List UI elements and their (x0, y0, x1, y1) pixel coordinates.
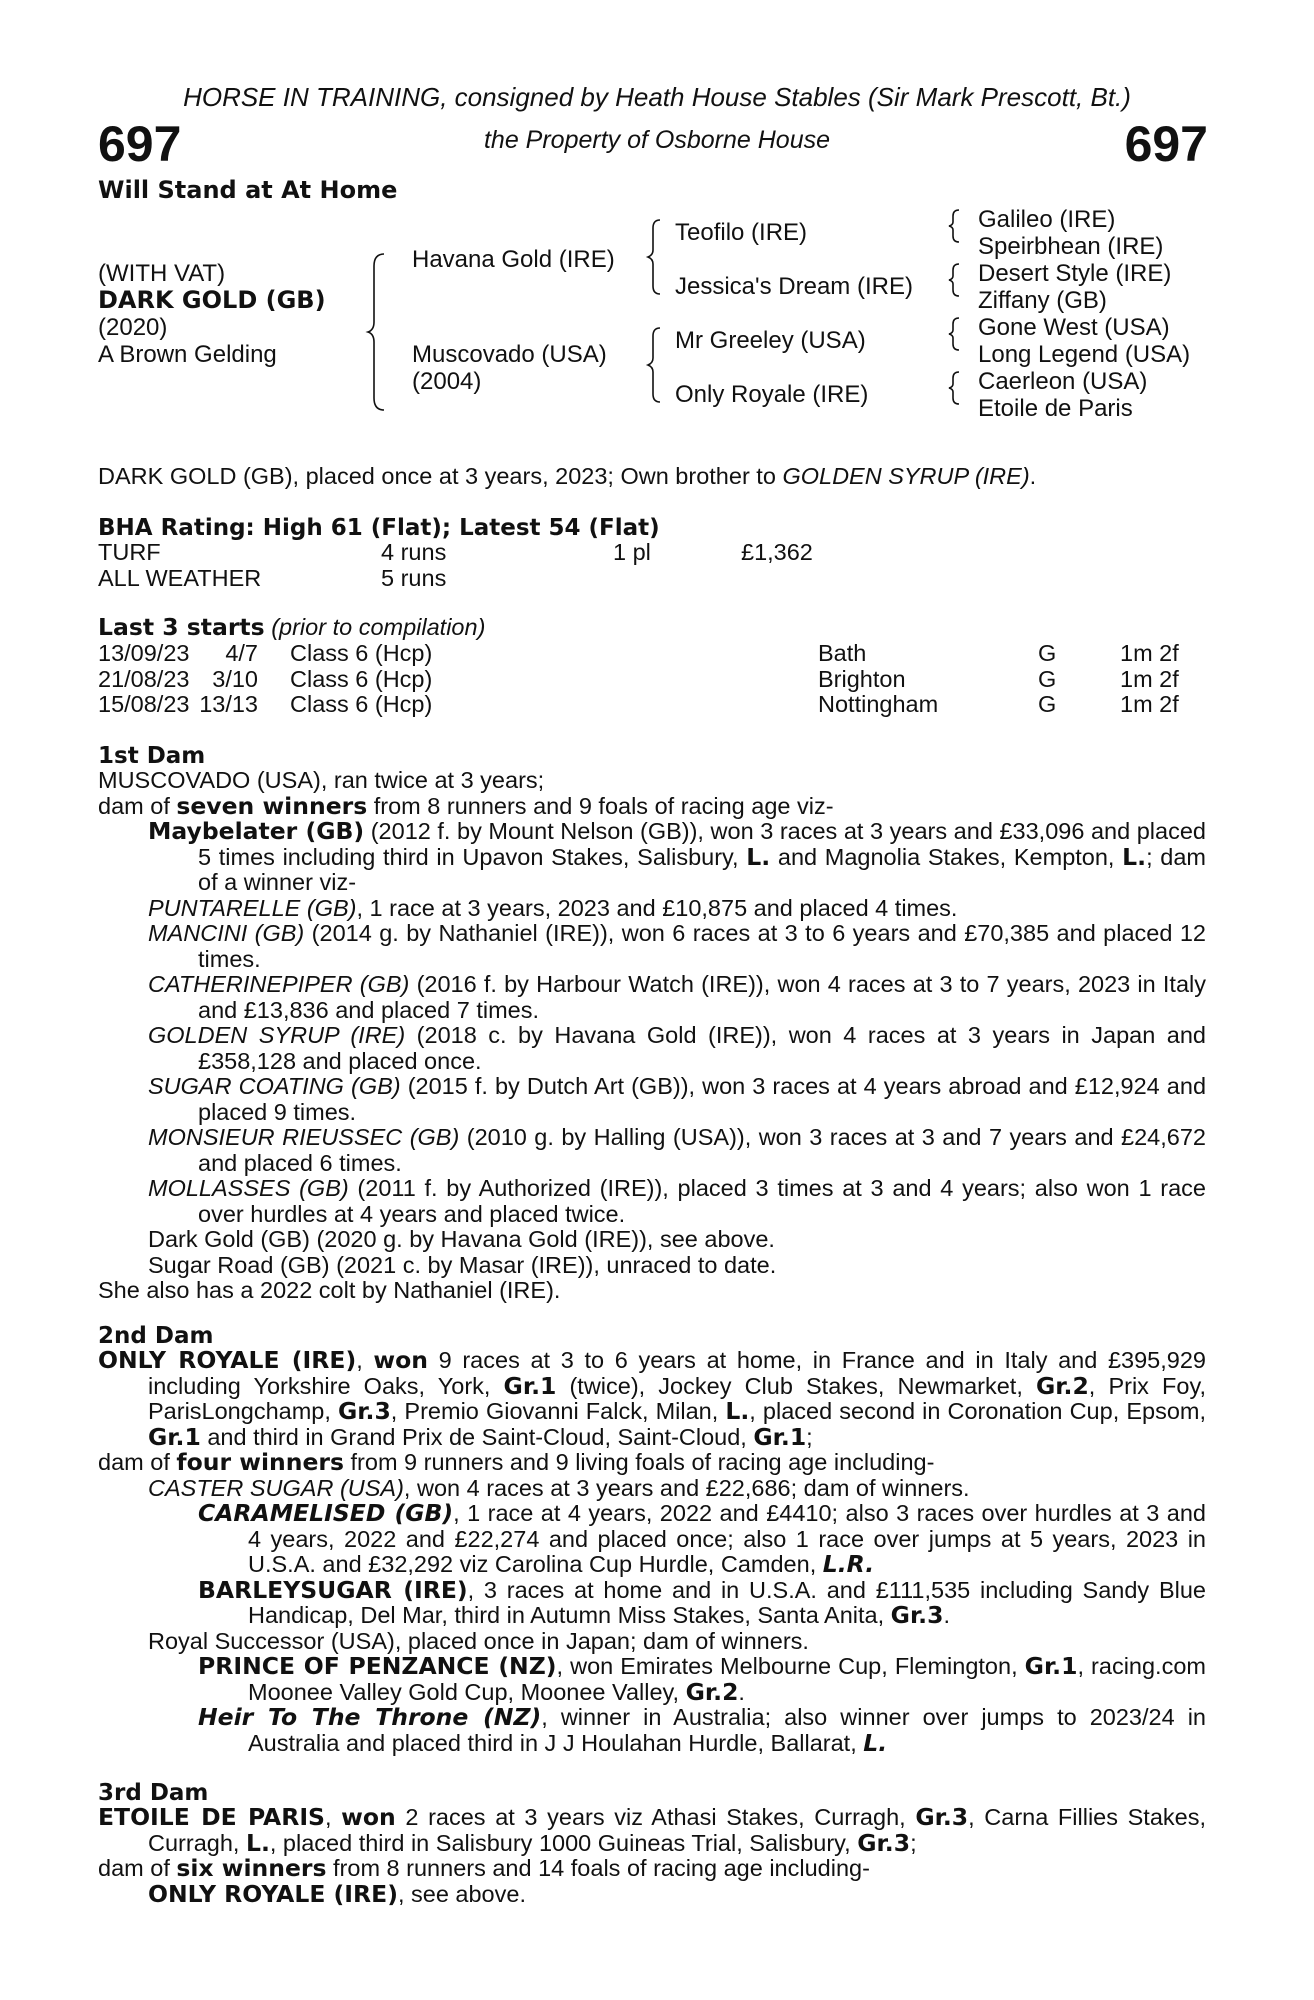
ancestor-3: Desert Style (IRE) (978, 260, 1172, 287)
catalogue-header: HORSE IN TRAINING, consigned by Heath House Stables (Sir Mark Prescott, Bt.) (183, 82, 1131, 112)
brother-name: GOLDEN SYRUP (IRE) (782, 463, 1030, 489)
first-dam-heading: 1st Dam (98, 743, 206, 769)
produce-entry: Royal Successor (USA), placed once in Japan; dam of winners. (148, 1627, 809, 1654)
horse-year: (2020) (98, 314, 168, 341)
bha-rating: BHA Rating: High 61 (Flat); Latest 54 (Flat) (98, 515, 660, 541)
start-row: 21/08/23 3/10 Class 6 (Hcp) Brighton G 1m 2f (98, 665, 1179, 692)
produce-note: She also has a 2022 colt by Nathaniel (IRE). (98, 1277, 561, 1303)
start-row: 15/08/23 13/13 Class 6 (Hcp) Nottingham G 1m 2f (98, 691, 1179, 717)
sire-dam: Jessica's Dream (IRE) (675, 273, 913, 300)
produce-entry: Sugar Road (GB) (2021 c. by Masar (IRE)), unraced to date. (148, 1251, 777, 1278)
vat-note: (WITH VAT) (98, 260, 226, 287)
last-starts-table (98, 641, 1218, 718)
produce-entry: CATHERINEPIPER (GB) (2016 f. by Harbour Watch (IRE)), won 4 races at 3 to 7 years, 2023 in Italy and £13,836 and placed 7 times. (148, 971, 1207, 1023)
first-dam-intro: MUSCOVADO (USA), ran twice at 3 years; (98, 767, 545, 793)
produce-entry: Heir To The Throne (NZ), winner in Australia; also winner over jumps to 2023/24 in Australia and placed third in J J Houlahan Hurdle, Ballarat, L. (198, 1703, 1206, 1757)
pedigree-bracket-g2 (948, 262, 964, 298)
lot-number-left: 697 (98, 116, 182, 172)
ancestor-8: Etoile de Paris (978, 395, 1133, 422)
ancestor-5: Gone West (USA) (978, 314, 1170, 341)
third-dam-heading: 3rd Dam (98, 1780, 209, 1806)
dam-sire: Mr Greeley (USA) (675, 327, 866, 354)
lot-number-right: 697 (1124, 116, 1208, 172)
sire-sire: Teofilo (IRE) (675, 219, 808, 246)
pedigree-bracket-sire (648, 218, 668, 296)
produce-entry: Maybelater (GB) (2012 f. by Mount Nelson (GB)), won 3 races at 3 years and £33,096 and placed 5 times including third in Upavon Stakes, Salisbury, L. and Magnolia Stakes, Kempton, L.; dam of a winner viz- (148, 817, 1206, 895)
produce-entry: ONLY ROYALE (IRE), see above. (148, 1879, 526, 1908)
produce-entry: PRINCE OF PENZANCE (NZ), won Emirates Melbourne Cup, Flemington, Gr.1, racing.com Moonee Valley Gold Cup, Moonee Valley, Gr.2. (198, 1652, 1206, 1706)
horse-description: A Brown Gelding (98, 341, 277, 368)
pedigree-bracket-dam (648, 326, 668, 404)
dam: Muscovado (USA) (412, 341, 607, 368)
ancestor-4: Ziffany (GB) (978, 287, 1107, 314)
stand-note: Will Stand at At Home (98, 176, 398, 204)
summary-line: DARK GOLD (GB), placed once at 3 years, 2023; Own brother to GOLDEN SYRUP (IRE). (98, 463, 1037, 489)
second-dam-block: ONLY ROYALE (IRE), won 9 races at 3 to 6 years at home, in France and in Italy and £395,929 including Yorkshire Oaks, York, Gr.1 (twice), Jockey Club Stakes, Newmarket, Gr.2, Prix Foy, ParisLongchamp, Gr.3, Premio Giovanni Falck, Milan, L., placed second in Coronation Cup, Epsom, Gr.1 and third in Grand Prix de Saint-Cloud, Saint-Cloud, Gr.1; dam of four winners from 9 runners and 9 living foals of racing age including- CASTER SUGAR (USA), won 4 races at 3 years and £22,686; dam of winners. CARAMELISED (GB), 1 race at 4 years, 2022 and £4410; also 3 races over hurdles at 3 and 4 years, 2022 and £22,274 and placed once; also 1 race over jumps at 5 years, 2023 in U.S.A. and £32,292 viz Carolina Cup Hurdle, Camden, L.R. BARLEYSUGAR (IRE), 3 races at home and in U.S.A. and £111,535 including Sandy Blue Handicap, Del Mar, third in Autumn Miss Stakes, Santa Anita, Gr.3. Royal Successor (USA), placed once in Japan; dam of winners. PRINCE OF PENZANCE (NZ), won Emirates Melbourne Cup, Flemington, Gr.1, racing.com Moonee Valley Gold Cup, Moonee Valley, Gr.2. Heir To The Throne (NZ), winner in Australia; also winner over jumps to 2023/24 in Australia and placed third in J J Houlahan Hurdle, Ballarat, L. (98, 1346, 1206, 1757)
pedigree-bracket-main (370, 252, 390, 412)
produce-entry: SUGAR COATING (GB) (2015 f. by Dutch Art (GB)), won 3 races at 4 years abroad and £12,924 and placed 9 times. (148, 1073, 1207, 1125)
produce-entry: CASTER SUGAR (USA), won 4 races at 3 years and £22,686; dam of winners. (148, 1474, 970, 1501)
produce-entry: MANCINI (GB) (2014 g. by Nathaniel (IRE)), won 6 races at 3 to 6 years and £70,385 and placed 12 times. (148, 920, 1206, 972)
sire: Havana Gold (IRE) (412, 246, 615, 273)
ancestor-7: Caerleon (USA) (978, 368, 1148, 395)
last-starts-title: Last 3 starts (prior to compilation) (98, 613, 486, 641)
horse-name: DARK GOLD (GB) (98, 286, 326, 314)
produce-entry: MOLLASSES (GB) (2011 f. by Authorized (IRE)), placed 3 times at 3 and 4 years; also won 1 race over hurdles at 4 years and placed twice. (148, 1175, 1206, 1227)
produce-entry: MONSIEUR RIEUSSEC (GB) (2010 g. by Halling (USA)), won 3 races at 3 and 7 years and £24,672 and placed 6 times. (148, 1124, 1206, 1176)
first-dam-block: MUSCOVADO (USA), ran twice at 3 years; dam of seven winners from 8 runners and 9 foals of racing age viz- Maybelater (GB) (2012 f. by Mount Nelson (GB)), won 3 races at 3 years and £33,096 and placed 5 times including third in Upavon Stakes, Salisbury, L. and Magnolia Stakes, Kempton, L.; dam of a winner viz- PUNTARELLE (GB), 1 race at 3 years, 2023 and £10,875 and placed 4 times. MANCINI (GB) (2014 g. by Nathaniel (IRE)), won 6 races at 3 to 6 years and £70,385 and placed 12 times. CATHERINEPIPER (GB) (2016 f. by Harbour Watch (IRE)), won 4 races at 3 to 7 years, 2023 in Italy and £13,836 and placed 7 times. GOLDEN SYRUP (IRE) (2018 c. by Havana Gold (IRE)), won 4 races at 3 years in Japan and £358,128 and placed once. SUGAR COATING (GB) (2015 f. by Dutch Art (GB)), won 3 races at 4 years abroad and £12,924 and placed 9 times. MONSIEUR RIEUSSEC (GB) (2010 g. by Halling (USA)), won 3 races at 3 and 7 years and £24,672 and placed 6 times. MOLLASSES (GB) (2011 f. by Authorized (IRE)), placed 3 times at 3 and 4 years; also won 1 race over hurdles at 4 years and placed twice. Dark Gold (GB) (2020 g. by Havana Gold (IRE)), see above. Sugar Road (GB) (2021 c. by Masar (IRE)), unraced to date. She also has a 2022 colt by Nathaniel (IRE). (98, 767, 1207, 1303)
pedigree-bracket-g3 (948, 316, 964, 352)
produce-entry: CARAMELISED (GB), 1 race at 4 years, 2022 and £4410; also 3 races over hurdles at 3 and 4 years, 2022 and £22,274 and placed once; also 1 race over jumps at 5 years, 2023 in U.S.A. and £32,292 viz Carolina Cup Hurdle, Camden, L.R. (198, 1499, 1206, 1578)
rating-row-turf: TURF 4 runs 1 pl £1,362 (98, 539, 813, 565)
rating-table (98, 540, 1218, 591)
produce-entry: GOLDEN SYRUP (IRE) (2018 c. by Havana Gold (IRE)), won 4 races at 3 years in Japan and £358,128 and placed once. (148, 1022, 1206, 1074)
pedigree-bracket-g4 (948, 370, 964, 406)
dam-dam: Only Royale (IRE) (675, 381, 869, 408)
second-dam-heading: 2nd Dam (98, 1323, 214, 1349)
start-row: 13/09/23 4/7 Class 6 (Hcp) Bath G 1m 2f (98, 640, 1179, 666)
dam-year: (2004) (412, 368, 482, 395)
third-dam-block: ETOILE DE PARIS, won 2 races at 3 years viz Athasi Stakes, Curragh, Gr.3, Carna Fillies Stakes, Curragh, L., placed third in Salisbury 1000 Guineas Trial, Salisbury, Gr.3; dam of six winners from 8 runners and 14 foals of racing age including- ONLY ROYALE (IRE), see above. (98, 1803, 1206, 1908)
rating-row-aw: ALL WEATHER 5 runs (98, 564, 447, 591)
produce-entry: PUNTARELLE (GB), 1 race at 3 years, 2023 and £10,875 and placed 4 times. (148, 894, 958, 921)
ancestor-2: Speirbhean (IRE) (978, 233, 1164, 260)
ancestor-6: Long Legend (USA) (978, 341, 1191, 368)
pedigree-bracket-g1 (948, 208, 964, 244)
produce-entry: Dark Gold (GB) (2020 g. by Havana Gold (IRE)), see above. (148, 1226, 775, 1252)
property-line: the Property of Osborne House (483, 126, 831, 154)
produce-entry: BARLEYSUGAR (IRE), 3 races at home and in U.S.A. and £111,535 including Sandy Blue Handicap, Del Mar, third in Autumn Miss Stakes, Santa Anita, Gr.3. (198, 1575, 1206, 1629)
ancestor-1: Galileo (IRE) (978, 206, 1116, 233)
